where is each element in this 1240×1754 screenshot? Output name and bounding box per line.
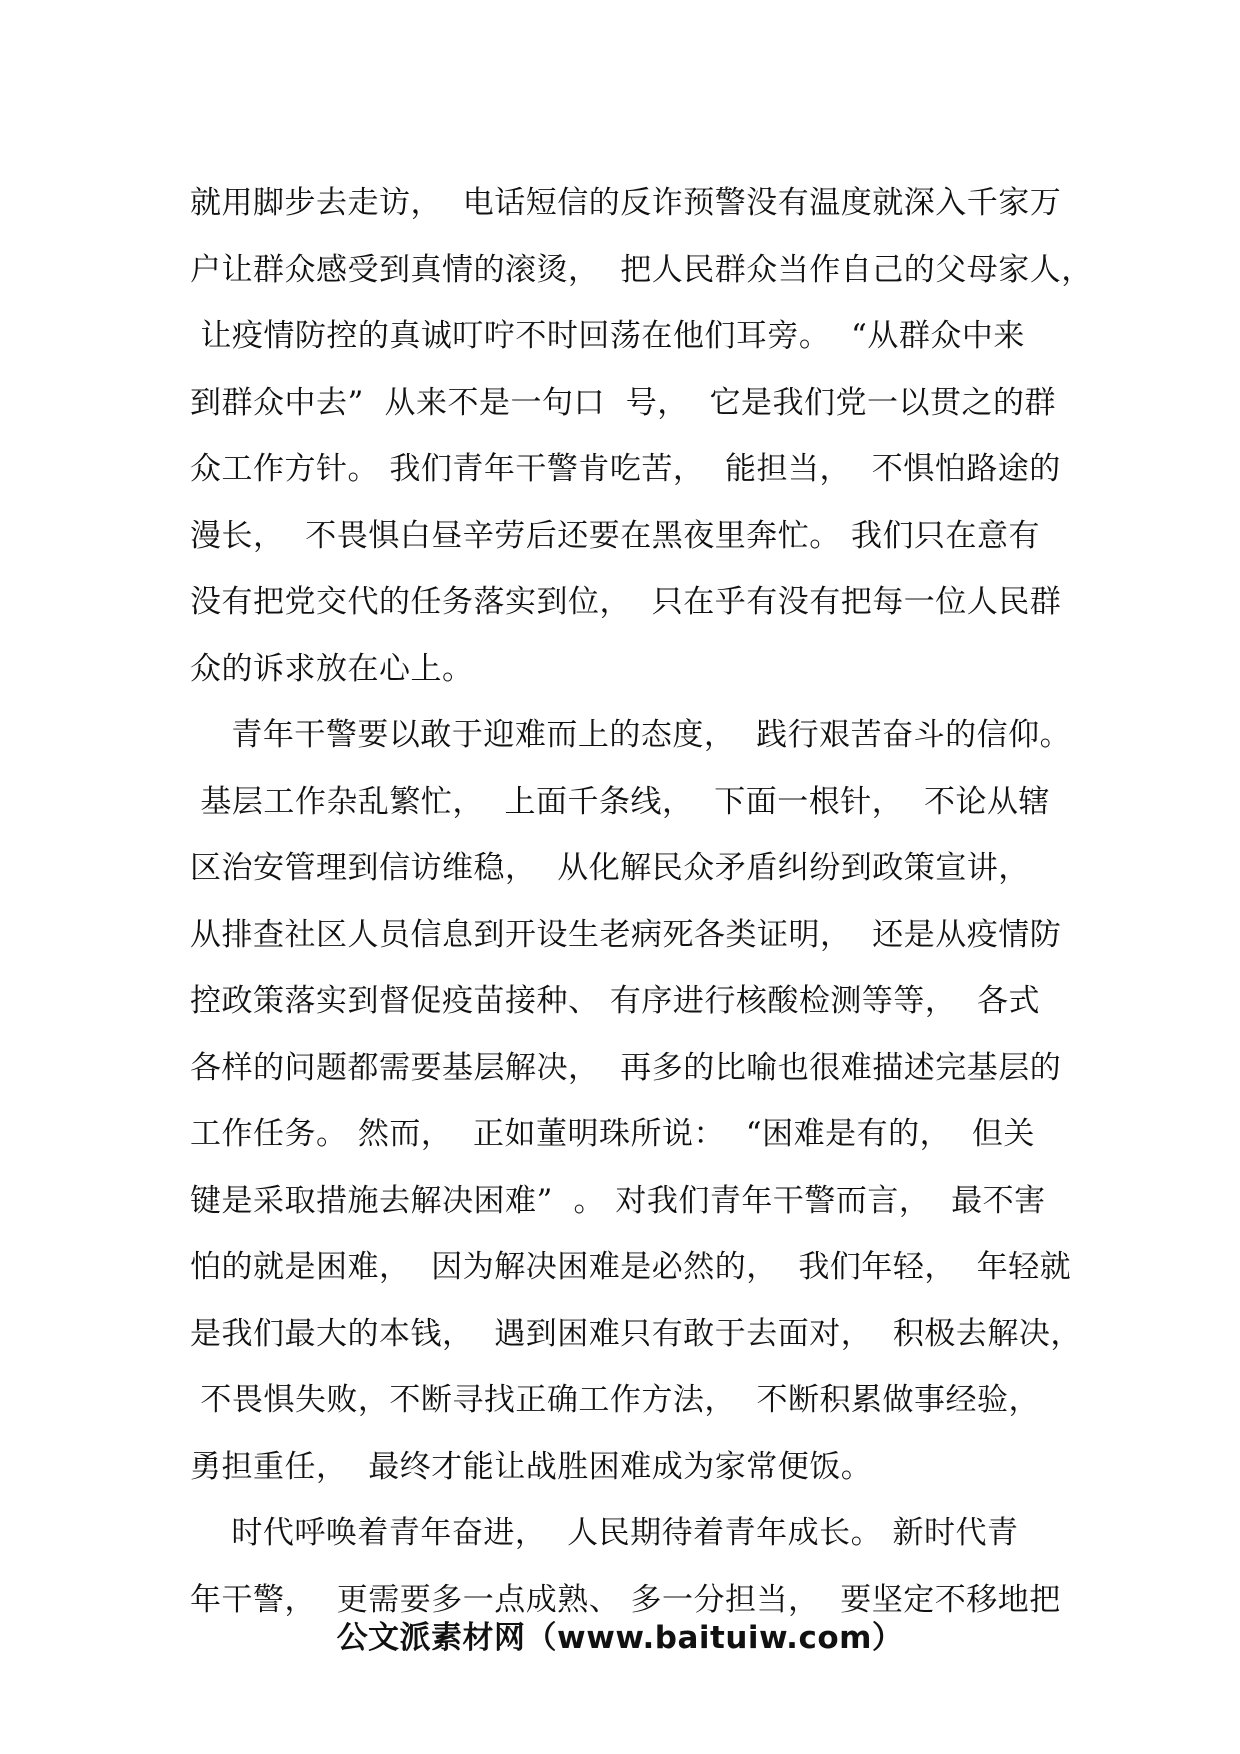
text-line: 各样的问题都需要基层解决， 再多的比喻也很难描述完基层的 [190,1049,1062,1086]
text-line: 从排查社区人员信息到开设生老病死各类证明， 还是从疫情防 [190,916,1062,953]
text-line: 就用脚步去走访， 电话短信的反诈预警没有温度就深入千家万 [190,185,1062,221]
text-line: 年干警， 更需要多一点成熟、 多一分担当， 要坚定不移地把 [190,1581,1061,1618]
text-line: 到群众中去” 从来不是一句口 号， 它是我们党一以贯之的群 [190,384,1056,421]
text-line: 是我们最大的本钱， 遇到困难只有敢于去面对， 积极去解决， [190,1315,1082,1352]
text-line: 时代呼唤着青年奋进， 人民期待着青年成长。 新时代青 [190,1515,1019,1551]
footer-watermark: 公文派素材网（www.baituiw.com） [336,1620,904,1656]
body-text [190,170,1093,1633]
text-line: 众的诉求放在心上。 [190,650,474,687]
text-line: 基层工作杂乱繁忙， 上面千条线， 下面一根针， 不论从辖 [190,783,1050,820]
text-line: 怕的就是困难， 因为解决困难是必然的， 我们年轻， 年轻就 [190,1249,1072,1285]
text-line: 众工作方针。 我们青年干警肯吃苦， 能担当， 不惧怕路途的 [190,451,1061,487]
text-line: 控政策落实到督促疫苗接种、 有序进行核酸检测等等， 各式 [190,983,1041,1019]
text-line: 区治安管理到信访维稳， 从化解民众矛盾纠纷到政策宣讲， [190,850,1030,886]
text-line: 勇担重任， 最终才能让战胜困难成为家常便饭。 [190,1448,873,1485]
text-line: 工作任务。 然而， 正如董明珠所说： “困难是有的， 但关 [190,1116,1035,1152]
text-line: 让疫情防控的真诚叮咛不时回荡在他们耳旁。 “从群众中来 [190,318,1025,354]
text-line: 户让群众感受到真情的滚烫， 把人民群众当作自己的父母家人， [190,251,1093,288]
text-line: 青年干警要以敢于迎难而上的态度， 践行艰苦奋斗的信仰。 [190,717,1072,753]
text-line: 不畏惧失败，不断寻找正确工作方法， 不断积累做事经验， [190,1382,1041,1418]
text-line: 没有把党交代的任务落实到位， 只在乎有没有把每一位人民群 [190,584,1062,620]
text-line: 键是采取措施去解决困难” 。 对我们青年干警而言， 最不害 [190,1182,1046,1219]
text-line: 漫长， 不畏惧白昼辛劳后还要在黑夜里奔忙。 我们只在意有 [190,517,1041,554]
